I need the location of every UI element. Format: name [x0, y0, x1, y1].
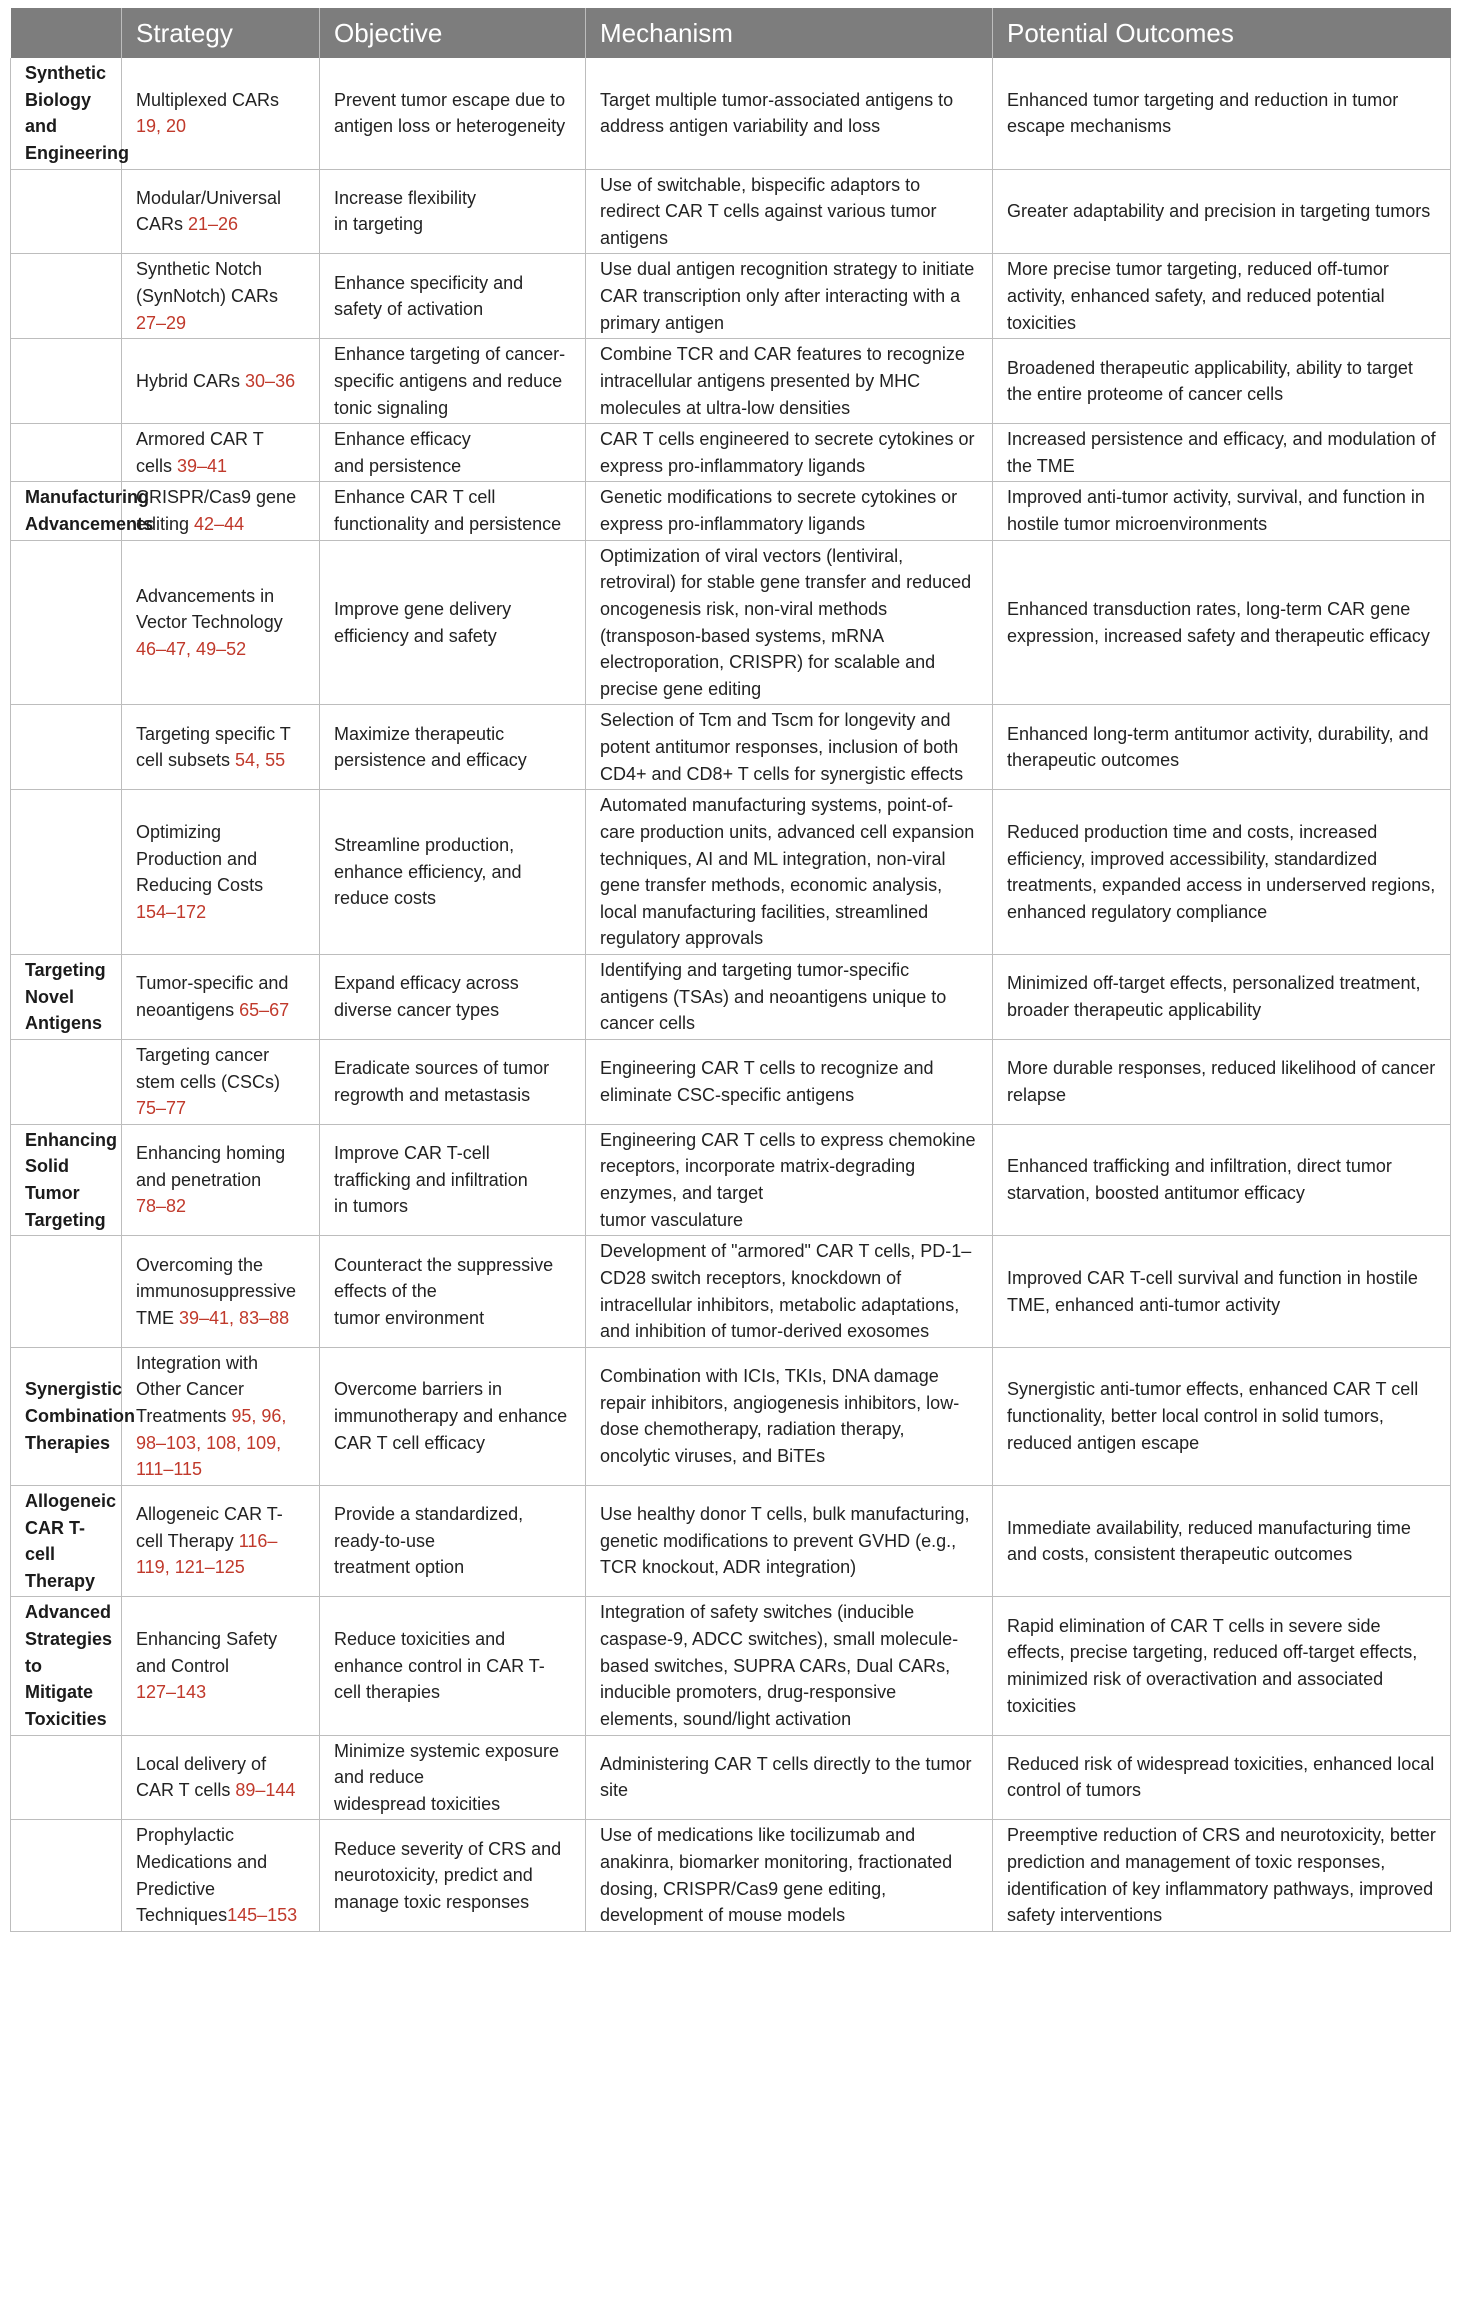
strategy-cell — [122, 1347, 320, 1485]
table-row — [11, 169, 1451, 254]
objective-text: Streamline production, enhance efficiency, and reduce costs — [334, 835, 522, 909]
outcomes-cell — [993, 1124, 1451, 1236]
mechanism-cell — [586, 1236, 993, 1348]
objective-cell — [320, 1597, 586, 1735]
mechanism-cell — [586, 1124, 993, 1236]
outcomes-text: Improved CAR T-cell survival and function in hostile TME, enhanced anti-tumor activity — [1007, 1267, 1418, 1315]
mechanism-text: Optimization of viral vectors (lentiviral, retroviral) for stable gene transfer and reduced oncogenesis risk, non-viral methods (transposon-based systems, mRNA electroporation, CRISPR) for scalable and precise gene editing — [600, 545, 972, 699]
strategy-cell — [122, 1124, 320, 1236]
objective-cell — [320, 540, 586, 705]
category-label: Synthetic Biology and Engineering — [25, 63, 130, 163]
reference-link: 39–41 — [177, 455, 228, 476]
category-cell — [11, 1039, 122, 1124]
outcomes-text: Enhanced transduction rates, long-term CAR gene expression, increased safety and therapeutic efficacy — [1007, 598, 1430, 646]
outcomes-cell — [993, 540, 1451, 705]
mechanism-cell — [586, 705, 993, 790]
objective-cell — [320, 1485, 586, 1597]
objective-cell — [320, 58, 586, 169]
outcomes-cell — [993, 790, 1451, 955]
mechanism-text: Engineering CAR T cells to express chemokine receptors, incorporate matrix-degrading enzymes, and target tumor vasculature — [600, 1129, 976, 1230]
category-cell — [11, 254, 122, 339]
table-row — [11, 482, 1451, 540]
mechanism-cell — [586, 424, 993, 482]
table-row — [11, 424, 1451, 482]
mechanism-cell — [586, 169, 993, 254]
objective-cell — [320, 339, 586, 424]
reference-link: 154–172 — [136, 901, 207, 922]
table-row — [11, 1597, 1451, 1735]
mechanism-text: Engineering CAR T cells to recognize and eliminate CSC-specific antigens — [600, 1058, 934, 1105]
table-body — [11, 58, 1451, 1931]
strategy-label: Enhancing homing and penetration — [136, 1143, 286, 1190]
objective-cell — [320, 424, 586, 482]
table-row — [11, 1347, 1451, 1485]
mechanism-text: CAR T cells engineered to secrete cytokines or express pro-inflammatory ligands — [600, 429, 975, 476]
objective-text: Expand efficacy across diverse cancer types — [334, 973, 519, 1020]
objective-text: Counteract the suppressive effects of the tumor environment — [334, 1254, 554, 1328]
category-cell — [11, 705, 122, 790]
table-header — [11, 8, 1451, 58]
reference-link: 39–41, 83–88 — [179, 1307, 290, 1328]
table-row — [11, 254, 1451, 339]
reference-link: 127–143 — [136, 1682, 207, 1703]
category-cell — [11, 790, 122, 955]
outcomes-text: Increased persistence and efficacy, and modulation of the TME — [1007, 429, 1436, 476]
objective-cell — [320, 482, 586, 540]
mechanism-cell — [586, 1485, 993, 1597]
objective-text: Enhance CAR T cell functionality and persistence — [334, 487, 562, 534]
strategy-cell — [122, 424, 320, 482]
reference-link: 95, 96, 98–103, 108, 109, 111–115 — [136, 1406, 287, 1480]
reference-link: 89–144 — [235, 1780, 296, 1801]
table-row — [11, 1820, 1451, 1932]
objective-text: Enhance specificity and safety of activation — [334, 272, 524, 320]
mechanism-cell — [586, 482, 993, 540]
category-cell — [11, 424, 122, 482]
strategy-label: Targeting cancer stem cells (CSCs) — [136, 1044, 281, 1092]
outcomes-text: More precise tumor targeting, reduced off-tumor activity, enhanced safety, and reduced potential toxicities — [1007, 259, 1389, 333]
strategy-label: Optimizing Production and Reducing Costs — [136, 821, 264, 896]
category-cell — [11, 58, 130, 169]
strategy-label: Enhancing Safety and Control — [136, 1629, 278, 1676]
objective-text: Reduce severity of CRS and neurotoxicity, predict and manage toxic responses — [334, 1838, 562, 1912]
outcomes-text: Enhanced long-term antitumor activity, durability, and therapeutic outcomes — [1007, 723, 1429, 771]
category-cell — [11, 1735, 122, 1820]
strategy-cell — [122, 254, 320, 339]
objective-text: Minimize systemic exposure and reduce widespread toxicities — [334, 1740, 560, 1814]
mechanism-cell — [586, 254, 993, 339]
category-cell — [11, 482, 154, 540]
mechanism-cell — [586, 790, 993, 955]
category-cell — [11, 540, 122, 705]
mechanism-cell — [586, 1039, 993, 1124]
outcomes-text: Broadened therapeutic applicability, ability to target the entire proteome of cancer cells — [1007, 357, 1413, 405]
table-row — [11, 339, 1451, 424]
outcomes-cell — [993, 1597, 1451, 1735]
strategy-label: Advancements in Vector Technology — [136, 585, 283, 633]
strategy-label: Targeting specific T cell subsets — [136, 723, 291, 771]
strategies-table — [10, 8, 1451, 1932]
strategy-label: Hybrid CARs — [136, 370, 246, 391]
category-cell — [11, 1597, 122, 1735]
objective-text: Enhance efficacy and persistence — [334, 429, 471, 476]
outcomes-text: Improved anti-tumor activity, survival, and function in hostile tumor microenvironments — [1007, 487, 1425, 534]
mechanism-text: Development of "armored" CAR T cells, PD-1–CD28 switch receptors, knockdown of intracellular inhibitors, metabolic adaptations, and inhibition of tumor-derived exosomes — [600, 1241, 972, 1342]
table-row — [11, 58, 1451, 169]
table-row — [11, 955, 1451, 1040]
outcomes-text: Rapid elimination of CAR T cells in severe side effects, precise targeting, reduced off-target effects, minimized risk of overactivation and associated toxicities — [1007, 1615, 1418, 1716]
objective-cell — [320, 254, 586, 339]
table-row — [11, 540, 1451, 705]
mechanism-text: Use of medications like tocilizumab and anakinra, biomarker monitoring, fractionated dosing, CRISPR/Cas9 gene editing, development of mouse models — [600, 1825, 953, 1926]
strategy-cell — [122, 1485, 320, 1597]
strategy-label: Modular/Universal CARs — [136, 187, 282, 235]
outcomes-text: Greater adaptability and precision in targeting tumors — [1007, 201, 1431, 222]
objective-text: Eradicate sources of tumor regrowth and metastasis — [334, 1058, 550, 1105]
mechanism-cell — [586, 1597, 993, 1735]
category-cell — [11, 1124, 122, 1236]
table-row — [11, 1485, 1451, 1597]
strategy-cell — [122, 540, 320, 705]
table-row — [11, 1039, 1451, 1124]
outcomes-text: Synergistic anti-tumor effects, enhanced CAR T cell functionality, better local control in solid tumors, reduced antigen escape — [1007, 1379, 1419, 1453]
table-row — [11, 1236, 1451, 1348]
objective-cell — [320, 1039, 586, 1124]
mechanism-cell — [586, 1820, 993, 1932]
category-label: Advanced Strategies to Mitigate Toxicities — [25, 1602, 113, 1729]
reference-link: 19, 20 — [136, 116, 187, 137]
outcomes-cell — [993, 169, 1451, 254]
objective-cell — [320, 169, 586, 254]
objective-text: Prevent tumor escape due to antigen loss or heterogeneity — [334, 89, 566, 137]
reference-link: 75–77 — [136, 1098, 187, 1119]
outcomes-text: Enhanced trafficking and infiltration, direct tumor starvation, boosted antitumor efficacy — [1007, 1156, 1392, 1203]
outcomes-text: Reduced risk of widespread toxicities, enhanced local control of tumors — [1007, 1753, 1435, 1801]
category-cell — [11, 1820, 122, 1932]
header-strategy: Strategy — [122, 8, 320, 58]
header-objective: Objective — [320, 8, 586, 58]
table-row — [11, 1735, 1451, 1820]
header-category — [11, 8, 122, 58]
category-cell — [11, 1485, 122, 1597]
objective-cell — [320, 705, 586, 790]
mechanism-text: Target multiple tumor-associated antigens to address antigen variability and loss — [600, 89, 954, 137]
outcomes-text: Reduced production time and costs, increased efficiency, improved accessibility, standardized treatments, expanded access in underserved regions, enhanced regulatory compliance — [1007, 821, 1436, 922]
mechanism-cell — [586, 540, 993, 705]
strategy-label: Multiplexed CARs — [136, 89, 280, 110]
strategy-cell — [122, 482, 320, 540]
objective-text: Reduce toxicities and enhance control in CAR T-cell therapies — [334, 1629, 545, 1703]
category-label: Targeting Novel Antigens — [25, 960, 106, 1034]
reference-link: 116–119, 121–125 — [136, 1530, 278, 1578]
mechanism-cell — [586, 339, 993, 424]
objective-cell — [320, 955, 586, 1040]
reference-link: 54, 55 — [235, 750, 286, 771]
strategy-label: CRISPR/Cas9 gene editing — [136, 487, 297, 534]
reference-link: 27–29 — [136, 312, 187, 333]
outcomes-text: Immediate availability, reduced manufacturing time and costs, consistent therapeutic outcomes — [1007, 1517, 1411, 1565]
mechanism-cell — [586, 955, 993, 1040]
strategy-cell — [122, 955, 320, 1040]
table-row — [11, 790, 1451, 955]
objective-text: Maximize therapeutic persistence and efficacy — [334, 723, 527, 771]
category-cell — [11, 955, 122, 1040]
reference-link: 21–26 — [188, 214, 239, 235]
strategy-label: Overcoming the immunosuppressive TME — [136, 1254, 297, 1328]
objective-cell — [320, 1347, 586, 1485]
outcomes-text: Enhanced tumor targeting and reduction in tumor escape mechanisms — [1007, 89, 1399, 137]
category-label: Allogeneic CAR T- cell Therapy — [25, 1490, 117, 1591]
outcomes-text: More durable responses, reduced likelihood of cancer relapse — [1007, 1058, 1436, 1105]
objective-text: Improve CAR T-cell trafficking and infiltration in tumors — [334, 1143, 528, 1217]
mechanism-text: Integration of safety switches (inducible caspase-9, ADCC switches), small molecule-based switches, SUPRA CARs, Dual CARs, inducible promoters, drug-responsive elements, sound/light activation — [600, 1602, 959, 1729]
mechanism-cell — [586, 1735, 993, 1820]
strategy-cell — [122, 1597, 320, 1735]
objective-cell — [320, 1236, 586, 1348]
strategy-label: Local delivery of CAR T cells — [136, 1753, 267, 1801]
header-outcomes: Potential Outcomes — [993, 8, 1451, 58]
category-label: Manufacturing Advancements — [25, 487, 154, 534]
mechanism-cell — [586, 58, 993, 169]
category-cell — [11, 169, 122, 254]
mechanism-text: Combination with ICIs, TKIs, DNA damage repair inhibitors, angiogenesis inhibitors, low-dose chemotherapy, radiation therapy, oncolytic viruses, and BiTEs — [600, 1366, 960, 1466]
table-row — [11, 1124, 1451, 1236]
table-row — [11, 705, 1451, 790]
reference-link: 145–153 — [227, 1905, 298, 1926]
objective-cell — [320, 1735, 586, 1820]
outcomes-cell — [993, 1347, 1451, 1485]
strategy-cell — [122, 1236, 320, 1348]
outcomes-cell — [993, 1236, 1451, 1348]
category-label: Enhancing Solid Tumor Targeting — [25, 1129, 118, 1230]
outcomes-cell — [993, 254, 1451, 339]
mechanism-text: Selection of Tcm and Tscm for longevity and potent antitumor responses, inclusion of both CD4+ and CD8+ T cells for synergistic effects — [600, 710, 964, 784]
strategy-label: Tumor-specific and neoantigens — [136, 973, 289, 1020]
outcomes-cell — [993, 1485, 1451, 1597]
header-mechanism: Mechanism — [586, 8, 993, 58]
category-label: Synergistic Combination Therapies — [25, 1379, 135, 1453]
objective-text: Provide a standardized, ready-to-use treatment option — [334, 1504, 524, 1578]
objective-text: Overcome barriers in immunotherapy and enhance CAR T cell efficacy — [334, 1379, 568, 1453]
strategy-cell — [122, 1735, 320, 1820]
mechanism-text: Combine TCR and CAR features to recognize intracellular antigens presented by MHC molecules at ultra-low densities — [600, 344, 965, 418]
reference-link: 46–47, 49–52 — [136, 638, 247, 659]
outcomes-cell — [993, 1735, 1451, 1820]
outcomes-cell — [993, 424, 1451, 482]
reference-link: 78–82 — [136, 1196, 187, 1217]
outcomes-cell — [993, 58, 1451, 169]
reference-link: 30–36 — [245, 370, 296, 391]
objective-text: Improve gene delivery efficiency and safety — [334, 598, 512, 646]
strategy-cell — [122, 1039, 320, 1124]
outcomes-text: Minimized off-target effects, personalized treatment, broader therapeutic applicability — [1007, 973, 1421, 1020]
outcomes-cell — [993, 1820, 1451, 1932]
strategy-label: Prophylactic Medications and Predictive Techniques — [136, 1825, 268, 1926]
objective-cell — [320, 790, 586, 955]
strategy-cell — [122, 339, 320, 424]
objective-cell — [320, 1124, 586, 1236]
objective-text: Increase flexibility in targeting — [334, 187, 477, 235]
mechanism-text: Automated manufacturing systems, point-of-care production units, advanced cell expansion techniques, AI and ML integration, non-viral gene transfer methods, economic analysis, local manufacturing facilities, streamlined regulatory approvals — [600, 795, 975, 949]
outcomes-text: Preemptive reduction of CRS and neurotoxicity, better prediction and management of toxic responses, identification of key inflammatory pathways, improved safety interventions — [1007, 1825, 1436, 1926]
category-cell — [11, 1347, 135, 1485]
strategy-cell — [122, 169, 320, 254]
mechanism-text: Identifying and targeting tumor-specific antigens (TSAs) and neoantigens unique to cancer cells — [600, 960, 947, 1034]
mechanism-text: Use dual antigen recognition strategy to initiate CAR transcription only after interacting with a primary antigen — [600, 259, 975, 333]
mechanism-cell — [586, 1347, 993, 1485]
outcomes-cell — [993, 482, 1451, 540]
mechanism-text: Administering CAR T cells directly to the tumor site — [600, 1753, 972, 1801]
outcomes-cell — [993, 339, 1451, 424]
outcomes-cell — [993, 1039, 1451, 1124]
strategy-label: Allogeneic CAR T- cell Therapy — [136, 1504, 283, 1551]
category-cell — [11, 339, 122, 424]
strategy-label: Integration with Other Cancer Treatments — [136, 1352, 259, 1426]
outcomes-cell — [993, 955, 1451, 1040]
strategy-cell — [122, 58, 320, 169]
objective-cell — [320, 1820, 586, 1932]
strategy-cell — [122, 705, 320, 790]
strategy-label: Synthetic Notch (SynNotch) CARs — [136, 259, 279, 306]
mechanism-text: Use of switchable, bispecific adaptors to redirect CAR T cells against various tumor antigens — [600, 174, 937, 248]
outcomes-cell — [993, 705, 1451, 790]
category-cell — [11, 1236, 122, 1348]
strategy-label: Armored CAR T cells — [136, 429, 264, 476]
reference-link: 65–67 — [239, 999, 290, 1020]
header-row — [11, 8, 1451, 58]
strategy-cell — [122, 1820, 320, 1932]
reference-link: 42–44 — [194, 514, 245, 534]
objective-text: Enhance targeting of cancer-specific antigens and reduce tonic signaling — [334, 344, 566, 418]
strategy-cell — [122, 790, 320, 955]
mechanism-text: Use healthy donor T cells, bulk manufacturing, genetic modifications to prevent GVHD (e.g., TCR knockout, ADR integration) — [600, 1504, 970, 1578]
mechanism-text: Genetic modifications to secrete cytokines or express pro-inflammatory ligands — [600, 487, 958, 534]
